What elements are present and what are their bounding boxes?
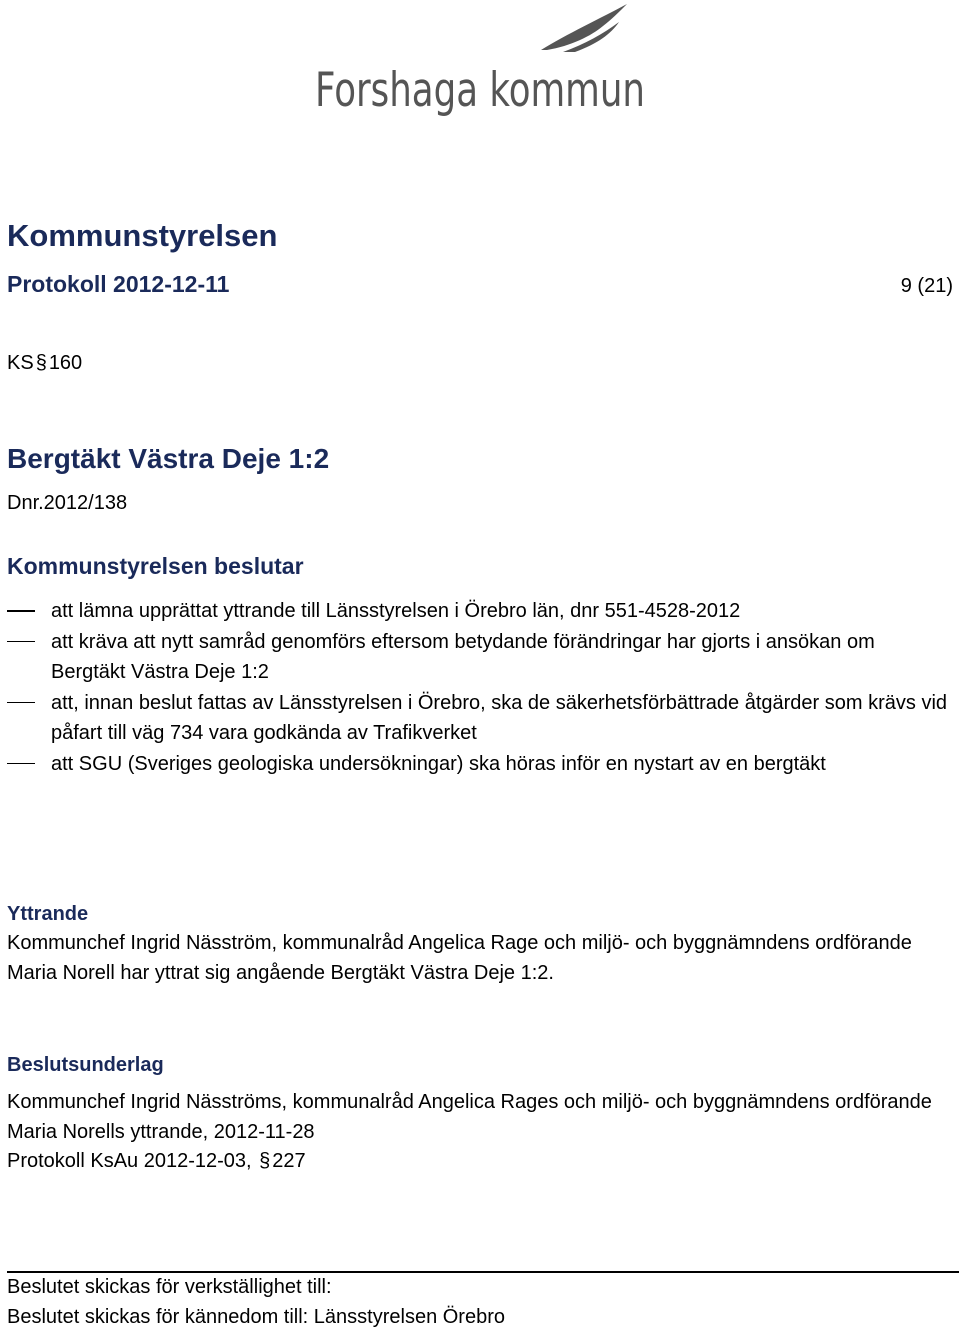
decision-item (7, 627, 952, 688)
dash-bullet-icon (7, 763, 35, 765)
protocol-header (7, 266, 953, 302)
yttrande-heading: Yttrande (7, 903, 89, 925)
beslutsunderlag-heading: Beslutsunderlag (7, 1054, 164, 1076)
logo-text: Forshaga kommun (315, 63, 645, 118)
protocol-reference: Protokoll KsAu 2012-12-03, (7, 1150, 252, 1172)
decision-item (7, 749, 952, 780)
case-title: Bergtäkt Västra Deje 1:2 (7, 443, 330, 474)
decision-item-text: att kräva att nytt samråd genomförs eftersom betydande förändringar har gjorts i ansökan om Bergtäkt Västra Deje 1:2 (51, 630, 875, 683)
section-sign: § (35, 352, 47, 374)
page-number: 9 (21) (900, 275, 953, 297)
dash-bullet-icon (7, 641, 35, 643)
section-sign: § (259, 1150, 271, 1172)
decision-item-text: att, innan beslut fattas av Länsstyrelsen i Örebro, ska de säkerhetsförbättrade åtgärder som krävs vid påfart till väg 734 vara godkända av Trafikverket (51, 691, 948, 744)
protocol-title: Protokoll 2012-12-11 (7, 271, 230, 297)
case-dnr: Dnr.2012/138 (7, 492, 128, 514)
beslutsunderlag-line (7, 1147, 952, 1177)
forshaga-kommun-logo (305, 0, 655, 120)
paragraph-reference (7, 348, 82, 378)
dash-bullet-icon (7, 702, 35, 704)
decision-heading: Kommunstyrelsen beslutar (7, 553, 304, 579)
footer-information: Beslutet skickas för kännedom till: Länsstyrelsen Örebro (7, 1306, 505, 1328)
decision-item-text: att lämna upprättat yttrande till Länsstyrelsen i Örebro län, dnr 551-4528-2012 (51, 600, 741, 622)
yttrande-text: Kommunchef Ingrid Näsström, kommunalråd Angelica Rage och miljö- och byggnämndens ordförande Maria Norell har yttrat sig angående Bergtäkt Västra Deje 1:2. (7, 932, 912, 984)
dash-bullet-icon (7, 610, 35, 612)
decision-item (7, 596, 952, 627)
paragraph-number: 160 (48, 352, 83, 374)
footer-execution: Beslutet skickas för verkställighet till: (7, 1276, 332, 1298)
organization-name: Kommunstyrelsen (7, 218, 278, 253)
decision-list (7, 596, 952, 779)
paragraph-prefix: KS (7, 352, 34, 374)
decision-item-text: att SGU (Sveriges geologiska undersökningar) ska höras inför en nystart av en bergtäkt (51, 752, 826, 775)
beslutsunderlag-line: Kommunchef Ingrid Näsströms, kommunalråd Angelica Rages och miljö- och byggnämndens ordförande Maria Norells yttrande, 2012-11-28 (7, 1091, 932, 1143)
protocol-paragraph-number: 227 (272, 1150, 306, 1172)
decision-item (7, 688, 952, 749)
beslutsunderlag-text (7, 1088, 952, 1177)
